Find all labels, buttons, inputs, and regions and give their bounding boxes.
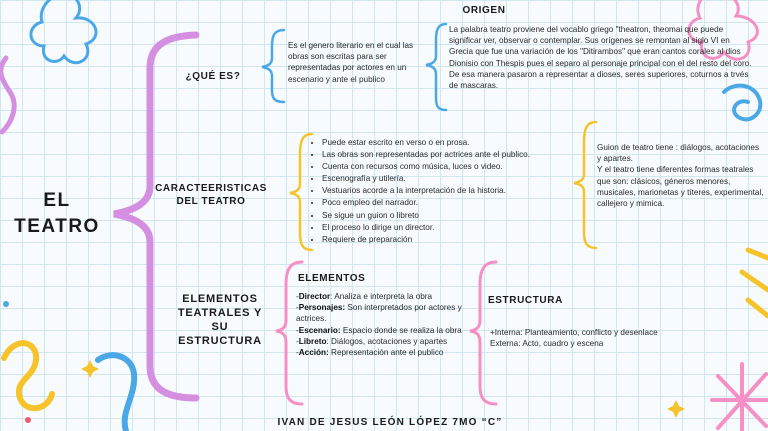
elemento-desc: Representación ante el publico — [328, 348, 444, 358]
caracteristicas-heading — [146, 182, 276, 208]
list-item: • El proceso lo dirige un director. — [322, 222, 584, 234]
que-es-heading: ¿QUÉ ES? — [185, 71, 241, 82]
elemento-desc: Son interpretados por actores y actrices. — [296, 303, 462, 324]
blue-brace — [262, 30, 284, 102]
list-item: • Poco empleo del narrador. — [322, 197, 584, 209]
blue-brace — [426, 24, 446, 110]
main-title — [4, 188, 110, 240]
elemento-term: Acción: — [298, 348, 329, 358]
elemento-term: Escenario: — [298, 325, 341, 335]
list-item: -Libreto: Diálogos, acotaciones y apartes — [296, 336, 448, 346]
list-item: • Cuenta con recursos como música, luces o video. — [322, 161, 584, 173]
elemento-desc: : Diálogos, acotaciones y apartes — [326, 336, 448, 346]
elemento-desc: : Analiza e interpreta la obra — [330, 292, 433, 301]
yellow-brace — [290, 134, 312, 250]
elementos-list — [296, 291, 468, 358]
main-title-line2: TEATRO — [14, 216, 100, 237]
heading-line: ESTRUCTURA — [178, 335, 262, 347]
list-item: -Director: Analiza e interpreta la obra — [296, 292, 433, 301]
elemento-term: Director — [298, 292, 331, 301]
elemento-term: Personajes: — [298, 303, 346, 313]
list-item: • Se sigue un guion o libreto — [322, 210, 584, 222]
list-item: • Vestuarios acorde a la interpretación de la historia. — [322, 185, 584, 197]
elemento-term: Libreto — [298, 336, 327, 346]
elementos-estructura-heading — [164, 292, 276, 348]
elemento-desc: Espacio donde se realiza la obra — [340, 325, 462, 335]
estructura-text — [490, 327, 662, 349]
elementos-heading: ELEMENTOS — [298, 273, 366, 284]
author-footer: IVAN DE JESUS LEÓN LÓPEZ 7MO “C” — [277, 417, 503, 428]
estructura-heading: ESTRUCTURA — [488, 295, 563, 306]
que-es-definition: Es el genero literario en el cual las obras son escritas para ser representadas por actores en un escenario y ante el publico — [288, 41, 414, 84]
origen-heading: ORIGEN — [462, 5, 506, 16]
heading-line: TEATRALES Y — [177, 307, 263, 319]
list-item: • Requiere de preparación — [322, 234, 584, 246]
caracteristicas-heading-line1: CARACTEERISTICAS — [155, 183, 267, 194]
caracteristicas-heading-line2: DEL TEATRO — [176, 196, 246, 207]
guion-text: Guion de teatro tiene : diálogos, acotaciones y apartes. Y el teatro tiene diferentes formas teatrales que son: clásicos, géneros menores, musicales, marionetas y títeres, experimental, callejero y mimica. — [597, 143, 764, 209]
estructura-line: +Interna: Planteamiento, conflicto y desenlace — [490, 328, 658, 337]
list-item: -Escenario: Espacio donde se realiza la obra — [296, 325, 462, 335]
list-item: -Acción: Representación ante el publico — [296, 348, 444, 358]
origen-text: La palabra teatro proviene del vocablo griego "theatron, theomai que puede significar ver, observar o contemplar. Sus orígenes se remontan al siglo VI en Grecia que fue una variación de los "Ditirambos" que eran cantos corales al dios Dionisio con Thespis pues el separo al personaje principal con el del resto del coro. De esa manera pasaron a representar a dioses, seres superiores, coturnos a trvés de mascaras. — [449, 25, 752, 91]
list-item: -Personajes: Son interpretados por actores y actrices. — [296, 303, 462, 324]
list-item: • Las obras son representadas por actrices ante el publico. — [322, 149, 584, 161]
estructura-line: Externa: Acto, cuadro y escena — [490, 339, 604, 349]
list-item: • Escenografía y utilería. — [322, 173, 584, 185]
main-title-line1: EL — [43, 190, 71, 211]
heading-line: SU — [211, 321, 229, 333]
list-item: • Puede estar escrito en verso o en prosa. — [322, 137, 584, 149]
heading-line: ELEMENTOS — [182, 293, 258, 305]
caracteristicas-list — [312, 137, 584, 246]
